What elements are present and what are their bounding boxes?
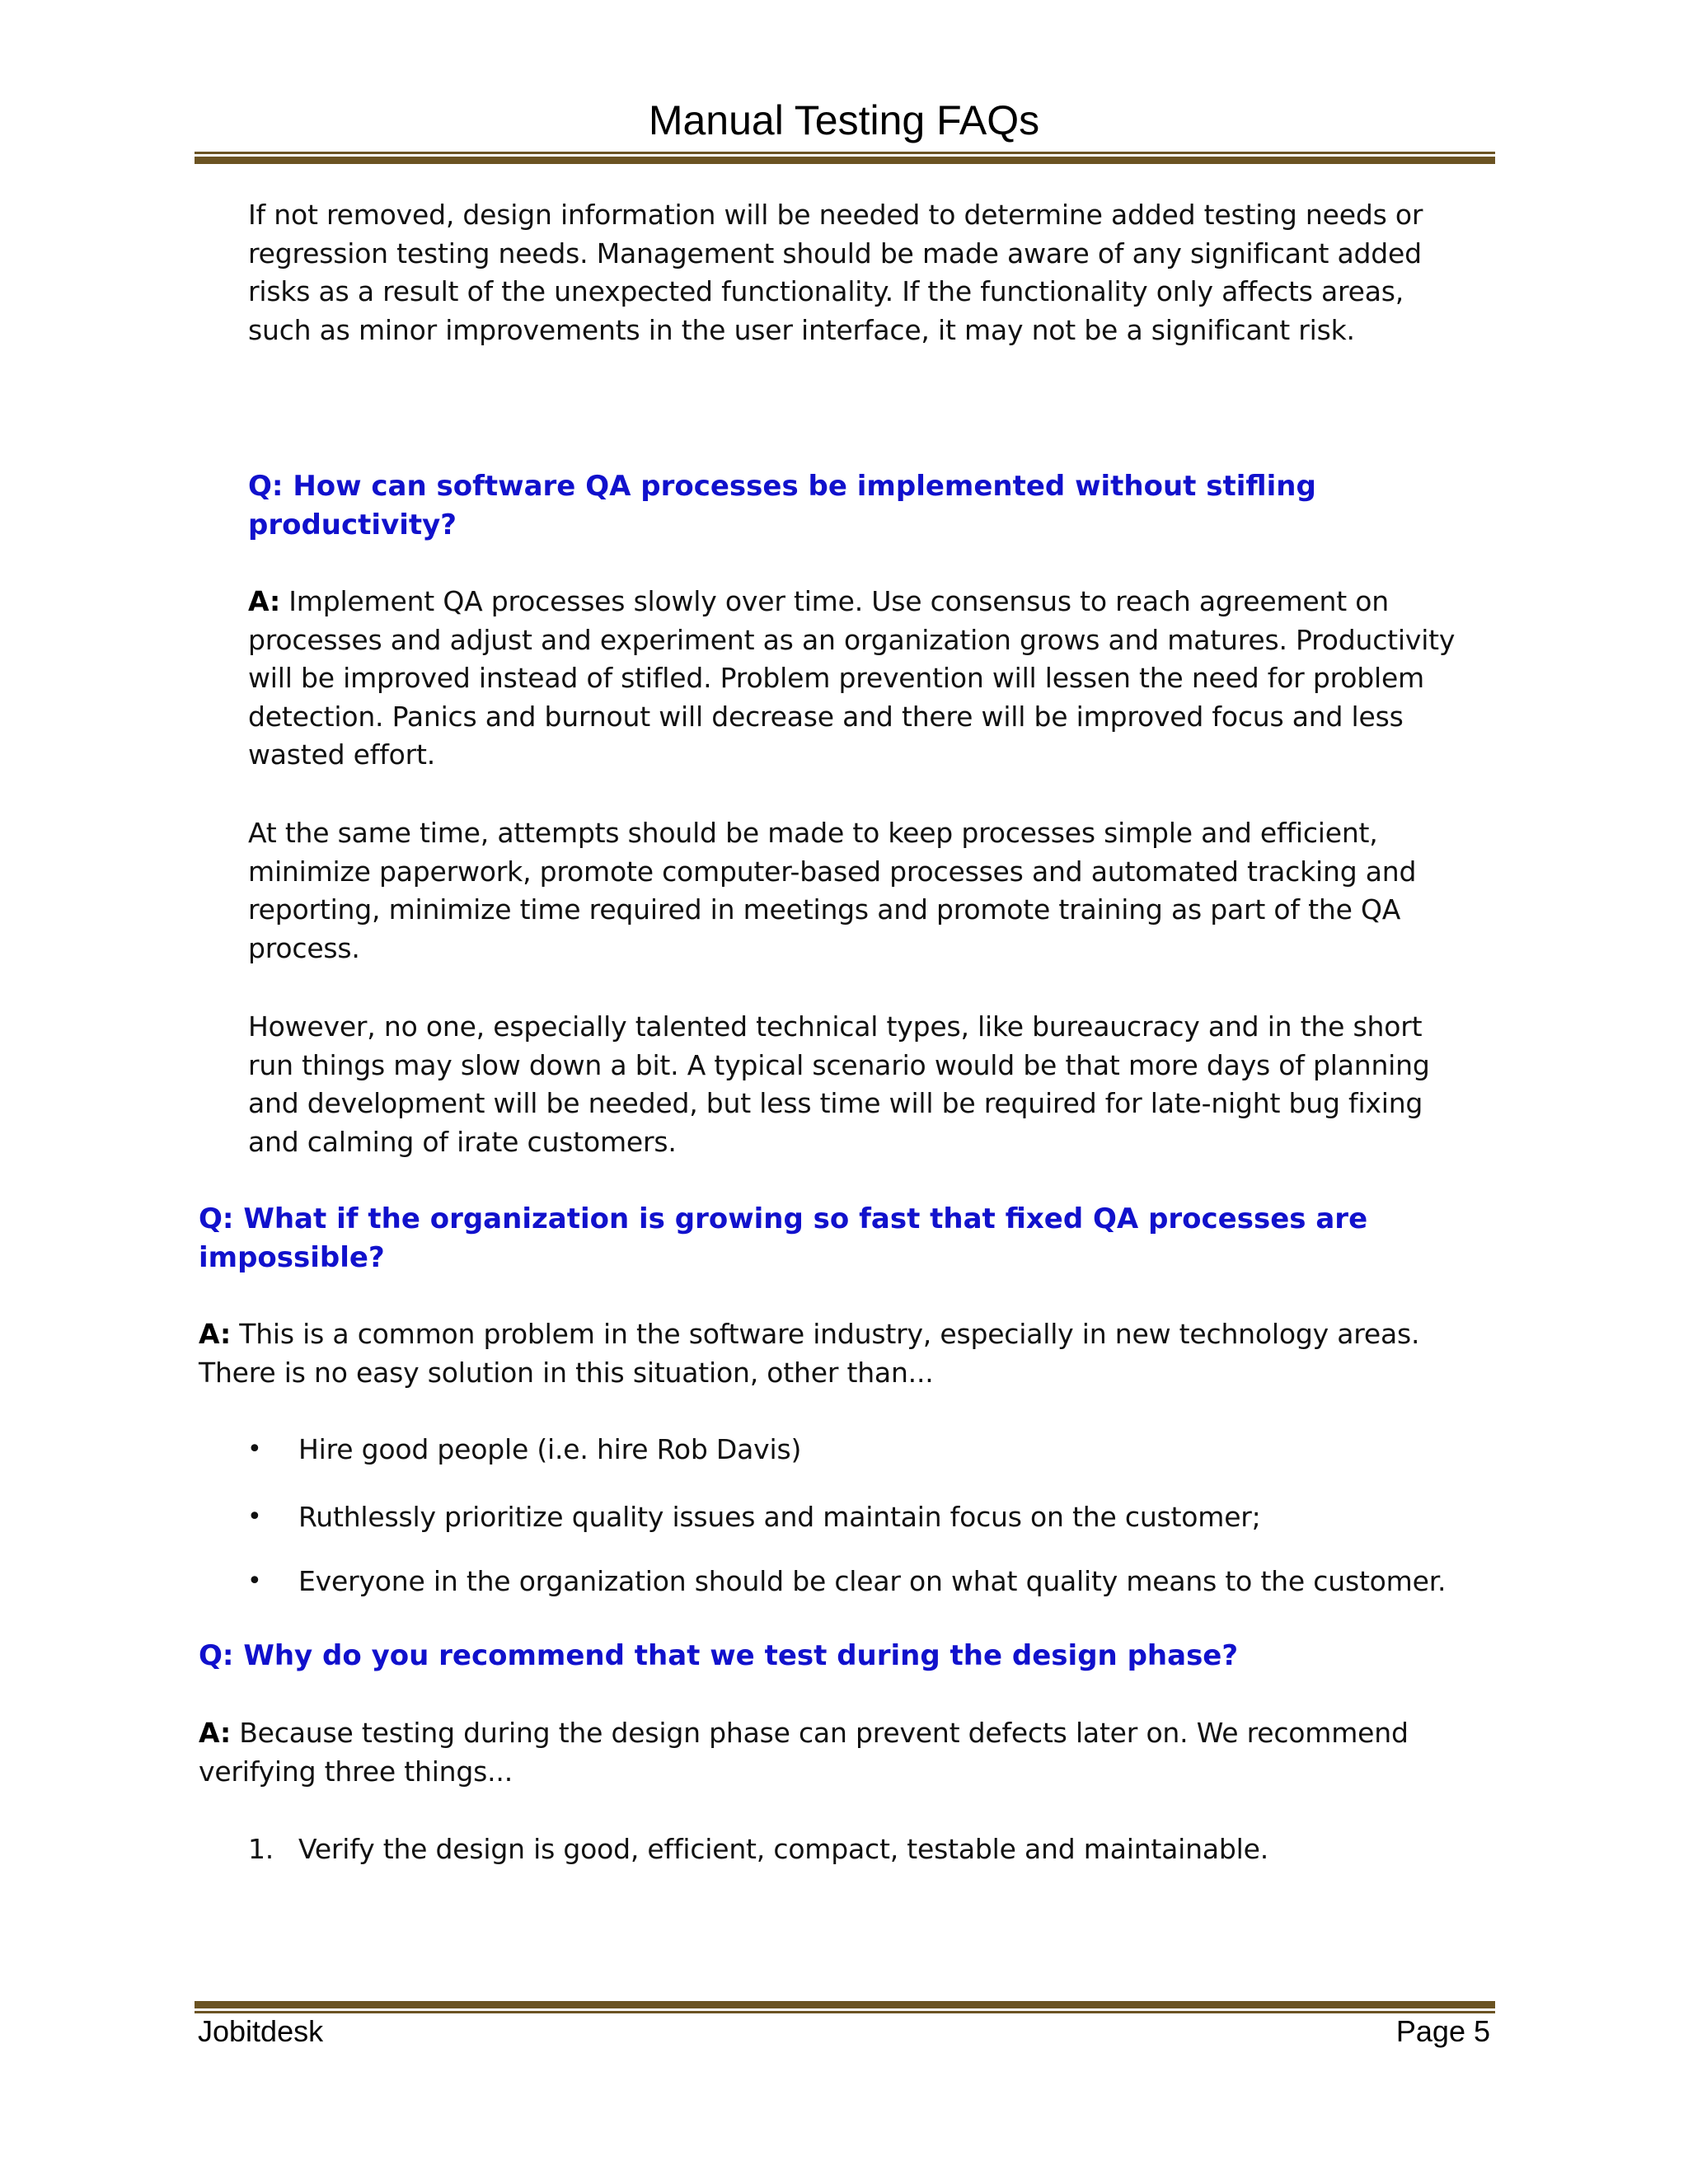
bullet-text: Ruthlessly prioritize quality issues and maintain focus on the customer; — [298, 1501, 1261, 1533]
question-qa-processes: Q: How can software QA processes be implemented without stifling productivity? — [248, 470, 1316, 541]
footer-rule — [195, 2001, 1495, 2013]
answer-design-phase — [199, 1714, 1468, 1791]
answer-label: A: — [199, 1318, 231, 1350]
bullet-text: Everyone in the organization should be clear on what quality means to the customer. — [298, 1565, 1447, 1597]
bullet-icon: • — [247, 1502, 262, 1531]
header-rule — [195, 152, 1495, 164]
answer-text: Implement QA processes slowly over time. Use consensus to reach agreement on processes and adjust and experiment as an organization grows and matures. Productivity will be improved instead of stifled. Problem prevention will lessen the need for problem detection. Panics and burnout will decrease and there will be improved focus and less wasted effort. — [248, 585, 1456, 771]
paragraph-bureaucracy: However, no one, especially talented technical types, like bureaucracy and in the short run things may slow down a bit. A typical scenario would be that more days of planning and development will be needed, but less time will be required for late-night bug fixing and calming of irate customers. — [248, 1010, 1430, 1158]
item-text: Verify the design is good, efficient, compact, testable and maintainable. — [298, 1833, 1268, 1865]
item-number: 1. — [248, 1833, 274, 1865]
answer-qa-processes — [248, 583, 1489, 775]
intro-paragraph: If not removed, design information will be needed to determine added testing needs or regression testing needs. Management should be made aware of any significant added risks as a result of the unexpected functionality. If the functionality only affects areas, such as minor improvements in the user interface, it may not be a significant risk. — [248, 199, 1423, 346]
answer-text: Because testing during the design phase can prevent defects later on. We recommend verifying three things... — [199, 1717, 1409, 1788]
footer-page-number: Page 5 — [1395, 2014, 1490, 2048]
footer-company: Jobitdesk — [198, 2014, 324, 2048]
bullet-icon: • — [247, 1435, 262, 1464]
answer-label: A: — [248, 585, 280, 617]
bullet-icon: • — [247, 1567, 262, 1596]
question-growing-fast: Q: What if the organization is growing so fast that fixed QA processes are impossible? — [199, 1202, 1368, 1274]
paragraph-simple-processes: At the same time, attempts should be made to keep processes simple and efficient, minimize paperwork, promote computer-based processes and automated tracking and reporting, minimize time required in meetings and promote training as part of the QA process. — [248, 817, 1417, 964]
question-design-phase: Q: Why do you recommend that we test during the design phase? — [199, 1639, 1239, 1672]
bullet-text: Hire good people (i.e. hire Rob Davis) — [298, 1433, 802, 1465]
answer-text: This is a common problem in the software industry, especially in new technology areas. There is no easy solution in this situation, other than... — [199, 1318, 1420, 1389]
answer-growing-fast — [199, 1315, 1484, 1392]
page-title: Manual Testing FAQs — [648, 97, 1040, 143]
answer-label: A: — [199, 1717, 231, 1749]
